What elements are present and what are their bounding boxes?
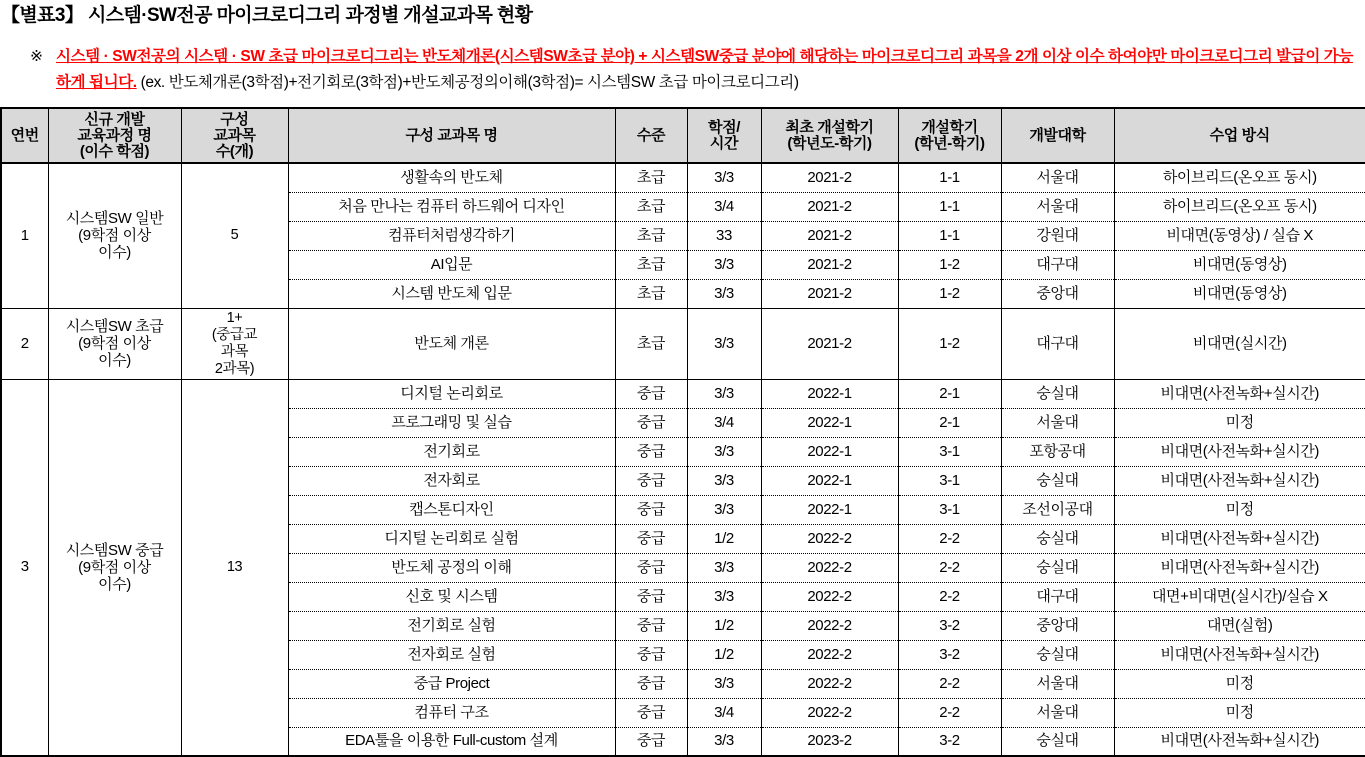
course-first-semester-cell: 2022-2: [761, 640, 898, 669]
course-first-semester-cell: 2022-2: [761, 553, 898, 582]
course-credit-cell: 1/2: [687, 640, 761, 669]
course-first-semester-cell: 2022-1: [761, 466, 898, 495]
course-method-cell: 비대면(실시간): [1114, 308, 1365, 379]
course-semester-cell: 3-1: [898, 495, 1001, 524]
group-count-cell: 1+ (중급교 과목 2과목): [181, 308, 288, 379]
course-semester-cell: 1-2: [898, 279, 1001, 308]
course-credit-cell: 3/3: [687, 437, 761, 466]
group-no-cell: 3: [1, 379, 48, 756]
course-name-cell: 디지털 논리회로: [288, 379, 615, 408]
course-level-cell: 중급: [615, 611, 687, 640]
course-first-semester-cell: 2022-1: [761, 495, 898, 524]
course-name-cell: 생활속의 반도체: [288, 163, 615, 192]
course-level-cell: 초급: [615, 279, 687, 308]
group-no-cell: 1: [1, 163, 48, 308]
course-name-cell: 시스템 반도체 입문: [288, 279, 615, 308]
course-semester-cell: 1-1: [898, 192, 1001, 221]
course-name-cell: 반도체 개론: [288, 308, 615, 379]
course-university-cell: 대구대: [1001, 308, 1114, 379]
course-method-cell: 하이브리드(온오프 동시): [1114, 192, 1365, 221]
table-row: [1, 308, 1365, 379]
course-university-cell: 서울대: [1001, 669, 1114, 698]
course-credit-cell: 3/3: [687, 163, 761, 192]
course-method-cell: 비대면(사전녹화+실시간): [1114, 437, 1365, 466]
course-semester-cell: 2-1: [898, 408, 1001, 437]
col-header-course-name: 구성 교과목 명: [288, 108, 615, 163]
course-method-cell: 비대면(사전녹화+실시간): [1114, 524, 1365, 553]
course-credit-cell: 3/3: [687, 727, 761, 756]
course-method-cell: 미정: [1114, 669, 1365, 698]
group-program-cell: 시스템SW 중급 (9학점 이상 이수): [48, 379, 181, 756]
course-university-cell: 서울대: [1001, 698, 1114, 727]
course-first-semester-cell: 2021-2: [761, 308, 898, 379]
course-university-cell: 조선이공대: [1001, 495, 1114, 524]
course-level-cell: 중급: [615, 669, 687, 698]
col-header-no: 연번: [1, 108, 48, 163]
course-semester-cell: 1-1: [898, 221, 1001, 250]
course-method-cell: 미정: [1114, 698, 1365, 727]
course-method-cell: 대면+비대면(실시간)/실습 X: [1114, 582, 1365, 611]
course-name-cell: 전자회로 실험: [288, 640, 615, 669]
course-credit-cell: 3/3: [687, 279, 761, 308]
course-method-cell: 하이브리드(온오프 동시): [1114, 163, 1365, 192]
course-university-cell: 서울대: [1001, 408, 1114, 437]
course-method-cell: 비대면(사전녹화+실시간): [1114, 466, 1365, 495]
course-semester-cell: 3-2: [898, 727, 1001, 756]
group-program-cell: 시스템SW 초급 (9학점 이상 이수): [48, 308, 181, 379]
course-credit-cell: 3/3: [687, 308, 761, 379]
note-ex-text: (ex. 반도체개론(3학점)+전기회로(3학점)+반도체공정의이해(3학점)= 시스템SW 초급 마이크로디그리): [136, 74, 799, 91]
group-count-cell: 13: [181, 379, 288, 756]
course-first-semester-cell: 2021-2: [761, 192, 898, 221]
course-university-cell: 서울대: [1001, 163, 1114, 192]
course-first-semester-cell: 2022-1: [761, 437, 898, 466]
course-university-cell: 숭실대: [1001, 379, 1114, 408]
page-title: 【별표3】 시스템·SW전공 마이크로디그리 과정별 개설교과목 현황: [1, 5, 533, 26]
course-level-cell: 초급: [615, 221, 687, 250]
course-university-cell: 숭실대: [1001, 553, 1114, 582]
col-header-credit: 학점/ 시간: [687, 108, 761, 163]
course-semester-cell: 3-1: [898, 466, 1001, 495]
course-semester-cell: 2-1: [898, 379, 1001, 408]
course-semester-cell: 3-2: [898, 640, 1001, 669]
course-level-cell: 중급: [615, 437, 687, 466]
course-university-cell: 대구대: [1001, 250, 1114, 279]
course-credit-cell: 3/3: [687, 250, 761, 279]
note-red-text: 시스템 · SW전공의 시스템 · SW 초급 마이크로디그리는 반도체개론(시스템SW초급 분야) + 시스템SW중급 분야에 해당하는 마이크로디그리 과목을 2개 이상 이수 하여야만 마이크로디그리 발급이 가능하게 됩니다.: [56, 48, 1353, 91]
course-level-cell: 중급: [615, 553, 687, 582]
group-no-cell: 2: [1, 308, 48, 379]
course-credit-cell: 3/4: [687, 192, 761, 221]
course-university-cell: 서울대: [1001, 192, 1114, 221]
course-credit-cell: 33: [687, 221, 761, 250]
course-first-semester-cell: 2022-2: [761, 698, 898, 727]
col-header-count: 구성 교과목 수(개): [181, 108, 288, 163]
course-name-cell: 프로그래밍 및 실습: [288, 408, 615, 437]
course-semester-cell: 2-2: [898, 553, 1001, 582]
course-method-cell: 비대면(동영상) / 실습 X: [1114, 221, 1365, 250]
course-first-semester-cell: 2022-2: [761, 582, 898, 611]
course-level-cell: 중급: [615, 495, 687, 524]
note: [0, 44, 1359, 96]
table-header-row: [1, 108, 1365, 163]
course-method-cell: 비대면(사전녹화+실시간): [1114, 640, 1365, 669]
course-method-cell: 비대면(사전녹화+실시간): [1114, 727, 1365, 756]
course-level-cell: 중급: [615, 727, 687, 756]
course-level-cell: 초급: [615, 192, 687, 221]
course-credit-cell: 3/3: [687, 379, 761, 408]
course-method-cell: 대면(실험): [1114, 611, 1365, 640]
course-first-semester-cell: 2022-2: [761, 524, 898, 553]
col-header-level: 수준: [615, 108, 687, 163]
group-count-cell: 5: [181, 163, 288, 308]
course-semester-cell: 2-2: [898, 582, 1001, 611]
course-level-cell: 중급: [615, 582, 687, 611]
course-first-semester-cell: 2021-2: [761, 221, 898, 250]
col-header-first-semester: 최초 개설학기 (학년도-학기): [761, 108, 898, 163]
col-header-program: 신규 개발 교육과정 명 (이수 학점): [48, 108, 181, 163]
course-level-cell: 중급: [615, 698, 687, 727]
course-first-semester-cell: 2022-2: [761, 669, 898, 698]
course-method-cell: 비대면(사전녹화+실시간): [1114, 553, 1365, 582]
course-first-semester-cell: 2021-2: [761, 279, 898, 308]
course-credit-cell: 3/3: [687, 466, 761, 495]
col-header-method: 수업 방식: [1114, 108, 1365, 163]
course-first-semester-cell: 2022-1: [761, 408, 898, 437]
course-method-cell: 미정: [1114, 408, 1365, 437]
table-body: [1, 163, 1365, 756]
course-university-cell: 대구대: [1001, 582, 1114, 611]
col-header-university: 개발대학: [1001, 108, 1114, 163]
course-credit-cell: 3/4: [687, 408, 761, 437]
course-university-cell: 강원대: [1001, 221, 1114, 250]
course-university-cell: 중앙대: [1001, 279, 1114, 308]
course-semester-cell: 2-2: [898, 669, 1001, 698]
course-name-cell: 전자회로: [288, 466, 615, 495]
course-credit-cell: 3/3: [687, 495, 761, 524]
course-university-cell: 숭실대: [1001, 466, 1114, 495]
course-name-cell: 전기회로: [288, 437, 615, 466]
courses-table: [0, 107, 1365, 757]
course-level-cell: 중급: [615, 408, 687, 437]
course-credit-cell: 3/3: [687, 582, 761, 611]
course-semester-cell: 1-2: [898, 308, 1001, 379]
col-header-semester: 개설학기 (학년-학기): [898, 108, 1001, 163]
course-semester-cell: 3-2: [898, 611, 1001, 640]
course-method-cell: 미정: [1114, 495, 1365, 524]
course-name-cell: EDA툴을 이용한 Full-custom 설계: [288, 727, 615, 756]
course-level-cell: 초급: [615, 163, 687, 192]
course-name-cell: 디지털 논리회로 실험: [288, 524, 615, 553]
course-level-cell: 중급: [615, 640, 687, 669]
course-name-cell: 컴퓨터 구조: [288, 698, 615, 727]
course-method-cell: 비대면(동영상): [1114, 279, 1365, 308]
course-level-cell: 중급: [615, 524, 687, 553]
course-first-semester-cell: 2023-2: [761, 727, 898, 756]
course-university-cell: 숭실대: [1001, 524, 1114, 553]
course-semester-cell: 1-1: [898, 163, 1001, 192]
course-name-cell: AI입문: [288, 250, 615, 279]
course-credit-cell: 1/2: [687, 611, 761, 640]
table-row: [1, 163, 1365, 192]
course-first-semester-cell: 2021-2: [761, 163, 898, 192]
course-first-semester-cell: 2022-2: [761, 611, 898, 640]
course-method-cell: 비대면(동영상): [1114, 250, 1365, 279]
course-semester-cell: 2-2: [898, 524, 1001, 553]
course-credit-cell: 1/2: [687, 524, 761, 553]
course-semester-cell: 2-2: [898, 698, 1001, 727]
course-university-cell: 숭실대: [1001, 727, 1114, 756]
course-university-cell: 숭실대: [1001, 640, 1114, 669]
course-name-cell: 캡스톤디자인: [288, 495, 615, 524]
course-semester-cell: 1-2: [898, 250, 1001, 279]
course-university-cell: 포항공대: [1001, 437, 1114, 466]
course-level-cell: 중급: [615, 379, 687, 408]
course-name-cell: 반도체 공정의 이해: [288, 553, 615, 582]
course-university-cell: 중앙대: [1001, 611, 1114, 640]
course-level-cell: 초급: [615, 308, 687, 379]
course-name-cell: 처음 만나는 컴퓨터 하드웨어 디자인: [288, 192, 615, 221]
course-method-cell: 비대면(사전녹화+실시간): [1114, 379, 1365, 408]
course-first-semester-cell: 2021-2: [761, 250, 898, 279]
course-name-cell: 컴퓨터처럼생각하기: [288, 221, 615, 250]
course-credit-cell: 3/4: [687, 698, 761, 727]
course-name-cell: 전기회로 실험: [288, 611, 615, 640]
course-name-cell: 중급 Project: [288, 669, 615, 698]
course-level-cell: 중급: [615, 466, 687, 495]
table-row: [1, 379, 1365, 408]
group-program-cell: 시스템SW 일반 (9학점 이상 이수): [48, 163, 181, 308]
course-credit-cell: 3/3: [687, 669, 761, 698]
course-level-cell: 초급: [615, 250, 687, 279]
course-first-semester-cell: 2022-1: [761, 379, 898, 408]
note-marker: ※: [30, 48, 43, 65]
course-semester-cell: 3-1: [898, 437, 1001, 466]
course-credit-cell: 3/3: [687, 553, 761, 582]
course-name-cell: 신호 및 시스템: [288, 582, 615, 611]
